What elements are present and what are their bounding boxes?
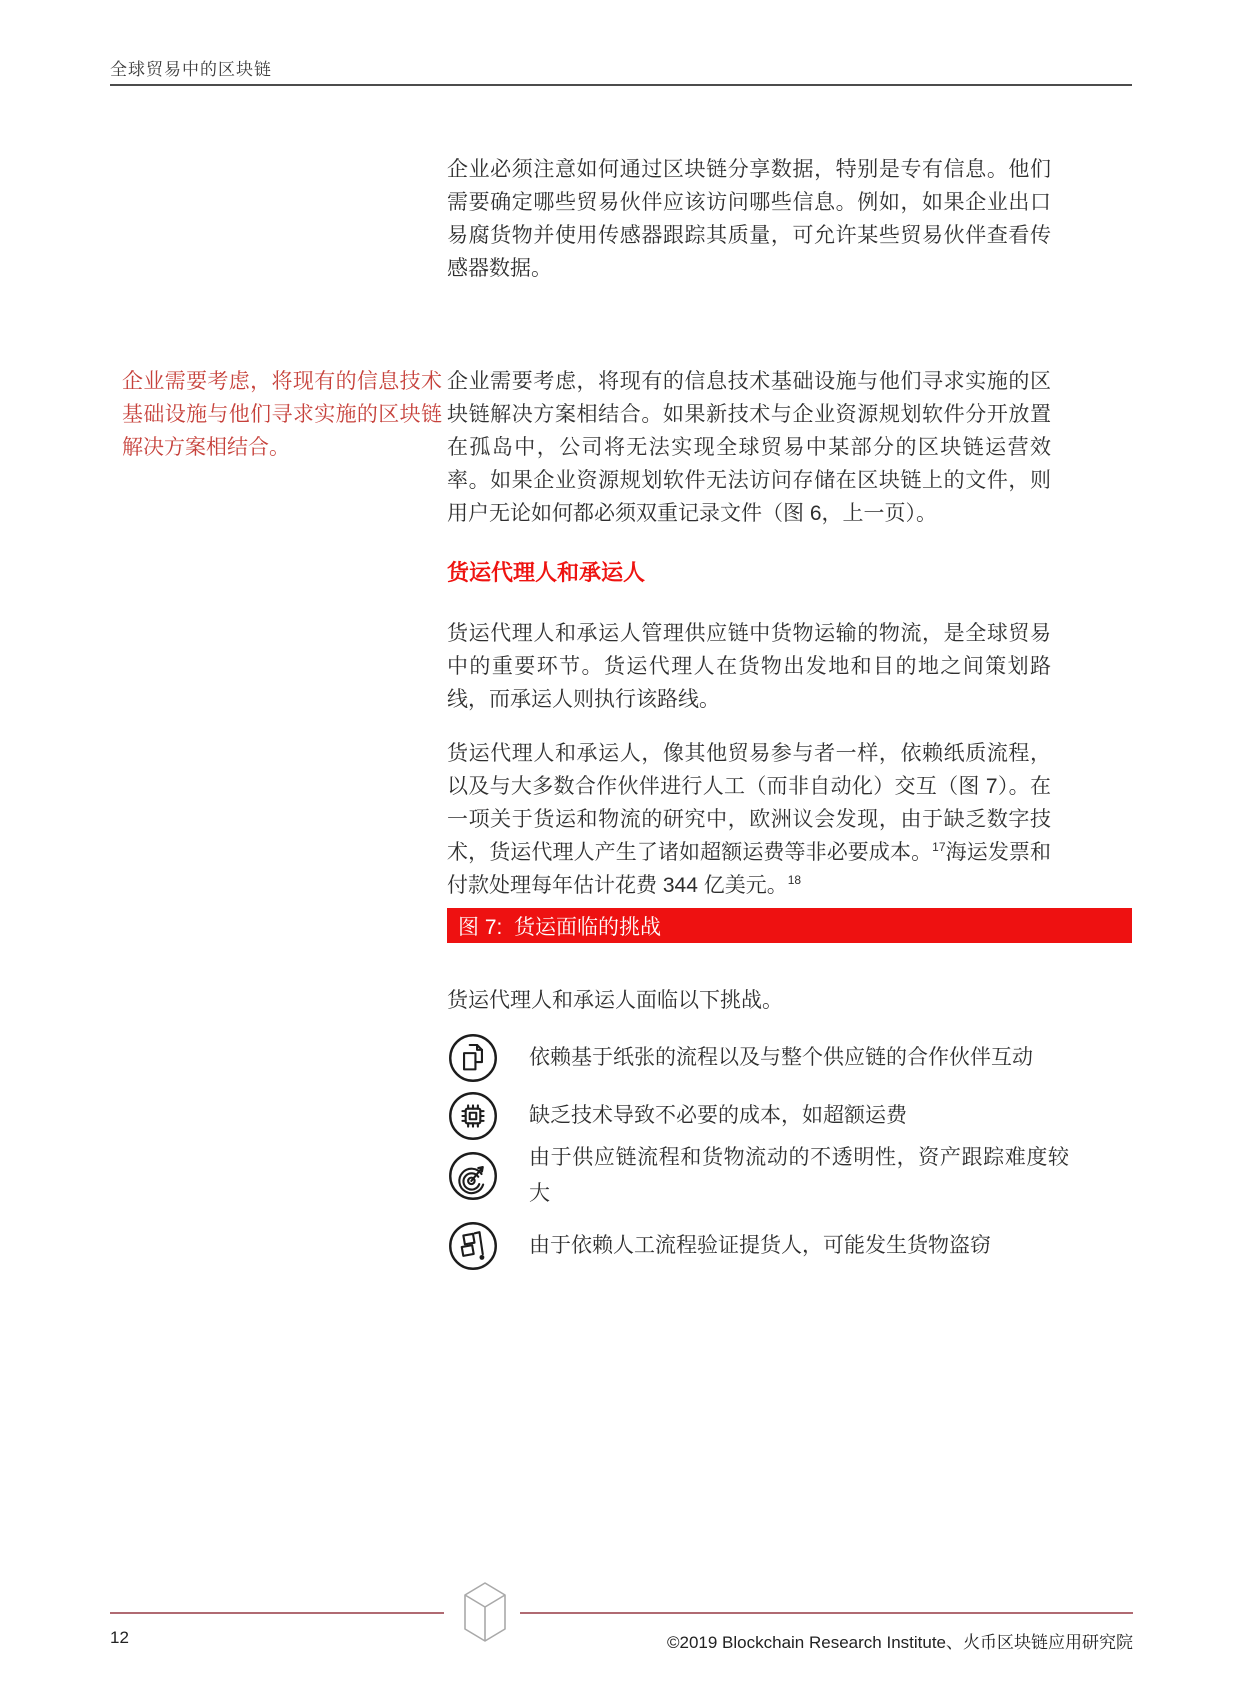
challenge-text: 由于供应链流程和货物流动的不透明性，资产跟踪难度较大 — [529, 1146, 1069, 1205]
challenge-item — [447, 1140, 1107, 1212]
challenge-text: 由于依赖人工流程验证提货人，可能发生货物盗窃 — [529, 1234, 991, 1257]
header-rule — [110, 84, 1132, 86]
header-title: 全球贸易中的区块链 — [110, 60, 272, 79]
figure-7-banner-label: 图 7: 货运面临的挑战 — [458, 915, 662, 939]
challenge-item — [447, 1032, 1107, 1084]
paragraph-paper-processes — [447, 737, 1051, 902]
footer-rule-right — [520, 1612, 1133, 1614]
cube-logo-icon — [460, 1580, 510, 1644]
documents-icon — [447, 1032, 499, 1084]
handtruck-icon — [447, 1220, 499, 1272]
challenge-item — [447, 1090, 1107, 1142]
figure-lead-text: 货运代理人和承运人面临以下挑战。 — [447, 989, 783, 1012]
footnote-ref-17: 17 — [932, 840, 946, 854]
page-number: 12 — [110, 1628, 129, 1647]
figure-7-banner — [447, 908, 1132, 943]
challenge-text: 缺乏技术导致不必要的成本，如超额运费 — [529, 1104, 907, 1127]
challenge-item — [447, 1220, 1107, 1272]
section-heading-freight: 货运代理人和承运人 — [447, 560, 646, 586]
paragraph-integration: 企业需要考虑，将现有的信息技术基础设施与他们寻求实施的区块链解决方案相结合。如果新技术与企业资源规划软件分开放置在孤岛中，公司将无法实现全球贸易中某部分的区块链运营效率。如果企业资源规划软件无法访问存储在区块链上的文件，则用户无论如何都必须双重记录文件（图 6，上一页）。 — [447, 370, 1051, 525]
footer-rule-left — [110, 1612, 444, 1614]
paragraph-run: 货运代理人和承运人，像其他贸易参与者一样，依赖纸质流程，以及与大多数合作伙伴进行人工（而非自动化）交互（图 7）。在一项关于货运和物流的研究中，欧洲议会发现，由于缺乏数字技术，货运代理人产生了诸如超额运费等非必要成本。 — [447, 742, 1051, 864]
tracking-radar-icon — [447, 1150, 499, 1202]
footnote-ref-18: 18 — [787, 873, 802, 887]
paragraph-run: 海运发票和付款处理每年估计花费 344 亿美元。 — [447, 841, 1052, 897]
copyright-text: ©2019 Blockchain Research Institute、火币区块链应用研究院 — [666, 1633, 1133, 1652]
pullquote: 企业需要考虑，将现有的信息技术基础设施与他们寻求实施的区块链解决方案相结合。 — [122, 370, 442, 459]
paragraph-forwarders: 货运代理人和承运人管理供应链中货物运输的物流，是全球贸易中的重要环节。货运代理人在货物出发地和目的地之间策划路线，而承运人则执行该路线。 — [447, 622, 1051, 711]
challenge-text: 依赖基于纸张的流程以及与整个供应链的合作伙伴互动 — [529, 1046, 1033, 1069]
chip-icon — [447, 1090, 499, 1142]
paragraph-data-sharing: 企业必须注意如何通过区块链分享数据，特别是专有信息。他们需要确定哪些贸易伙伴应该访问哪些信息。例如，如果企业出口易腐货物并使用传感器跟踪其质量，可允许某些贸易伙伴查看传感器数据。 — [447, 158, 1051, 280]
